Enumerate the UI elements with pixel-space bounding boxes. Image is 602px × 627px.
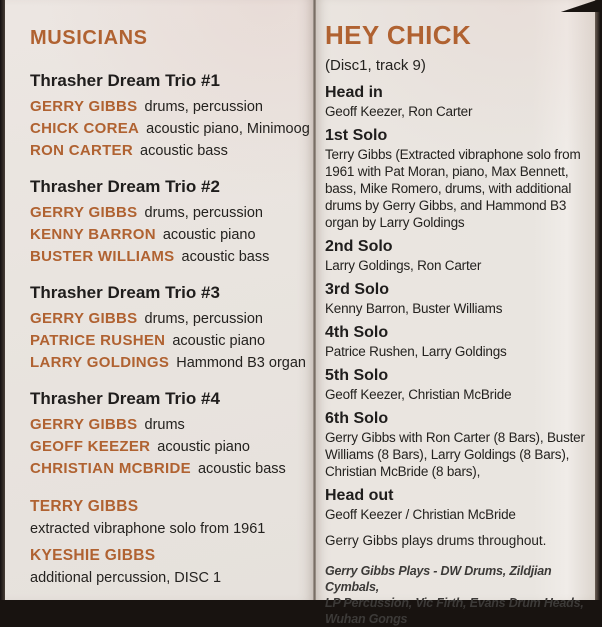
musician-row: [30, 414, 313, 436]
track-section: [325, 280, 585, 317]
section-personnel: Gerry Gibbs with Ron Carter (8 Bars), Buster Williams (8 Bars), Larry Goldings (8 Bars), Christian McBride (8 bars),: [325, 430, 585, 479]
track-page: [316, 0, 595, 626]
trio-group: [30, 388, 313, 480]
musician-role: acoustic piano: [172, 333, 266, 349]
section-personnel: Geoff Keezer, Christian McBride: [325, 387, 512, 402]
musician-row: [30, 352, 313, 374]
trio-header: Thrasher Dream Trio #1: [30, 71, 220, 90]
musician-role: acoustic piano, Minimoog: [146, 121, 310, 137]
section-label: 1st Solo: [325, 127, 388, 144]
musicians-page: [5, 0, 313, 600]
musician-row: [30, 436, 313, 458]
musician-role: drums, percussion: [144, 99, 263, 115]
drums-note: Gerry Gibbs plays drums throughout.: [325, 533, 547, 548]
musician-extras: [30, 496, 313, 589]
musician-row: [30, 308, 313, 330]
musician-row: [30, 330, 313, 352]
track-title: HEY CHICK: [325, 20, 472, 50]
musician-role: acoustic bass: [140, 143, 228, 159]
trio-header: Thrasher Dream Trio #2: [30, 177, 220, 196]
musician-role: Hammond B3 organ: [176, 355, 306, 371]
section-personnel: Patrice Rushen, Larry Goldings: [325, 344, 507, 359]
musician-role: acoustic piano: [157, 439, 250, 455]
section-personnel: Larry Goldings, Ron Carter: [325, 258, 482, 273]
track-sections: [325, 83, 585, 523]
credit-line: LP Percussion, Vic Firth, Evans Drum Heads, Wuhan Gongs: [325, 596, 584, 626]
musician-row: [30, 202, 313, 224]
musician-role: acoustic bass: [197, 461, 286, 477]
musician-row: [30, 224, 313, 246]
photo-left-edge: [0, 0, 5, 600]
trio-header: Thrasher Dream Trio #4: [30, 389, 220, 408]
extra-musician-name: TERRY GIBBS: [30, 498, 139, 515]
section-personnel: Kenny Barron, Buster Williams: [325, 301, 503, 316]
section-label: 3rd Solo: [325, 281, 390, 298]
gear-credits: [325, 563, 585, 627]
musician-name: BUSTER WILLIAMS: [30, 248, 175, 265]
track-section: [325, 366, 585, 403]
section-personnel: Terry Gibbs (Extracted vibraphone solo from 1961 with Pat Moran, piano, Max Bennett, bass, Mike Romero, drums, with additional drums by Gerry Gibbs, and Hammond B3 organ by Larry Goldings: [325, 147, 581, 230]
musicians-column: [5, 27, 313, 589]
musician-role: drums, percussion: [144, 205, 263, 221]
photo-top-right-corner: [560, 0, 602, 12]
musician-name: KENNY BARRON: [30, 226, 156, 243]
musician-name: PATRICE RUSHEN: [30, 332, 166, 349]
musician-role: acoustic bass: [181, 249, 270, 265]
section-label: 5th Solo: [325, 367, 389, 384]
musician-name: GERRY GIBBS: [30, 416, 138, 433]
extra-musician-note: additional percussion, DISC 1: [30, 570, 222, 586]
extra-musician-note: extracted vibraphone solo from 1961: [30, 521, 266, 537]
musician-groups: [30, 70, 313, 480]
musician-row: [30, 118, 313, 140]
section-label: 4th Solo: [325, 324, 389, 341]
track-column: [316, 20, 595, 627]
track-section: [325, 486, 585, 523]
trio-group: [30, 70, 313, 162]
track-section: [325, 126, 585, 231]
musician-name: GERRY GIBBS: [30, 204, 138, 221]
musician-row: [30, 458, 313, 480]
trio-header: Thrasher Dream Trio #3: [30, 283, 220, 302]
section-label: 2nd Solo: [325, 238, 393, 255]
musician-name: GEOFF KEEZER: [30, 438, 151, 455]
extra-musician: [30, 545, 313, 589]
section-label: Head out: [325, 487, 394, 504]
track-section: [325, 237, 585, 274]
musician-role: drums, percussion: [144, 311, 263, 327]
musician-name: GERRY GIBBS: [30, 98, 138, 115]
musician-name: GERRY GIBBS: [30, 310, 138, 327]
musician-role: drums: [144, 417, 185, 433]
credit-line: Gerry Gibbs Plays - DW Drums, Zildjian Cymbals,: [325, 564, 552, 594]
track-section: [325, 83, 585, 120]
musician-row: [30, 246, 313, 268]
trio-group: [30, 176, 313, 268]
extra-musician-name: KYESHIE GIBBS: [30, 547, 156, 564]
musician-row: [30, 96, 313, 118]
musician-name: CHRISTIAN MCBRIDE: [30, 460, 191, 477]
musician-role: acoustic piano: [162, 227, 256, 243]
section-personnel: Geoff Keezer, Ron Carter: [325, 104, 473, 119]
musician-name: LARRY GOLDINGS: [30, 354, 170, 371]
musician-row: [30, 140, 313, 162]
musicians-title: MUSICIANS: [30, 27, 148, 49]
track-section: [325, 409, 585, 480]
extra-musician: [30, 496, 313, 540]
section-label: 6th Solo: [325, 410, 389, 427]
section-label: Head in: [325, 84, 383, 101]
musician-name: RON CARTER: [30, 142, 133, 159]
trio-group: [30, 282, 313, 374]
photo-right-edge: [595, 0, 600, 600]
track-subtitle: (Disc1, track 9): [325, 57, 426, 74]
musician-name: CHICK COREA: [30, 120, 140, 137]
section-personnel: Geoff Keezer / Christian McBride: [325, 507, 516, 522]
track-section: [325, 323, 585, 360]
